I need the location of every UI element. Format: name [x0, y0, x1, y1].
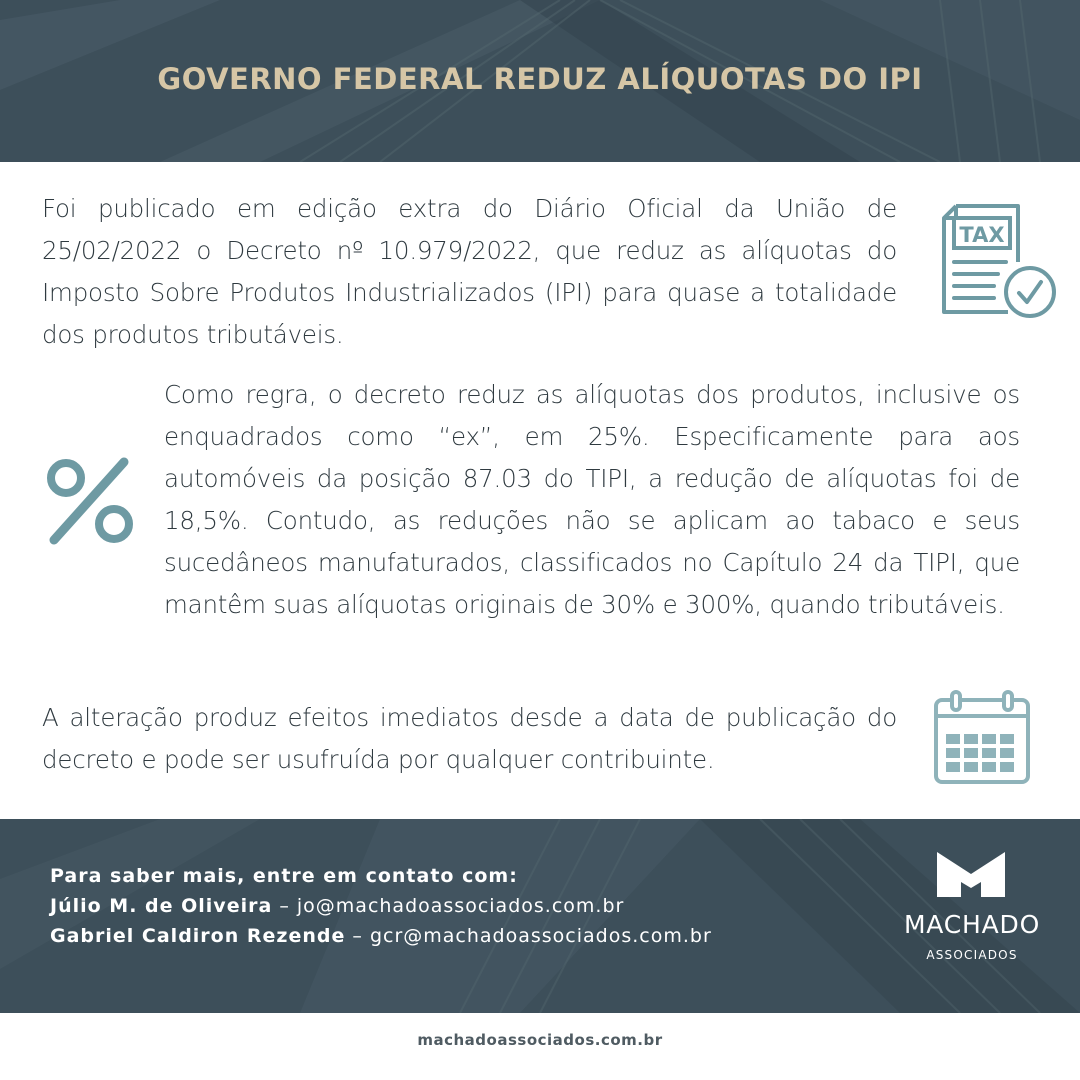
contact-name: Gabriel Caldiron Rezende	[50, 925, 346, 947]
percent-icon	[44, 456, 136, 548]
contact-email[interactable]: gcr@machadoassociados.com.br	[369, 925, 712, 947]
contact-separator: –	[272, 895, 297, 917]
contact-name: Júlio M. de Oliveira	[50, 895, 273, 917]
intro-paragraph: Foi publicado em edição extra do Diário Oficial da União de 25/02/2022 o Decreto nº 10.979/2022, que reduz as alíquotas do Imposto Sobre Produtos Industrializados (IPI) para quase a totalidade dos produtos tributáveis.	[42, 194, 897, 349]
machado-logo-icon	[937, 852, 1005, 897]
contact-heading: Para saber mais, entre em contato com:	[50, 865, 518, 887]
contact-person-2	[50, 921, 712, 951]
rule-paragraph: Como regra, o decreto reduz as alíquotas dos produtos, inclusive os enquadrados como “ex”, em 25%. Especificamente para aos automóveis da posição 87.03 do TIPI, a redução de alíquotas foi de 18,5%. Contudo, as reduções não se aplicam ao tabaco e seus sucedâneos manufaturados, classificados no Capítulo 24 da TIPI, que mantêm suas alíquotas originais de 30% e 300%, quando tributáveis.	[164, 380, 1020, 619]
contact-person-1	[50, 891, 712, 921]
contact-block	[50, 861, 712, 951]
page-title: GOVERNO FEDERAL REDUZ ALÍQUOTAS DO IPI	[157, 62, 923, 96]
contact-email[interactable]: jo@machadoassociados.com.br	[296, 895, 625, 917]
tax-document-icon	[938, 202, 1058, 320]
footer-website-link[interactable]: machadoassociados.com.br	[417, 1031, 663, 1049]
contact-separator: –	[345, 925, 370, 947]
effect-paragraph: A alteração produz efeitos imediatos desde a data de publicação do decreto e pode ser usufruída por qualquer contribuinte.	[42, 703, 897, 774]
calendar-icon	[932, 690, 1032, 786]
logo-subtitle: ASSOCIADOS	[926, 948, 1018, 962]
logo-name: MACHADO	[903, 910, 1041, 939]
svg-text:TAX: TAX	[959, 223, 1005, 247]
